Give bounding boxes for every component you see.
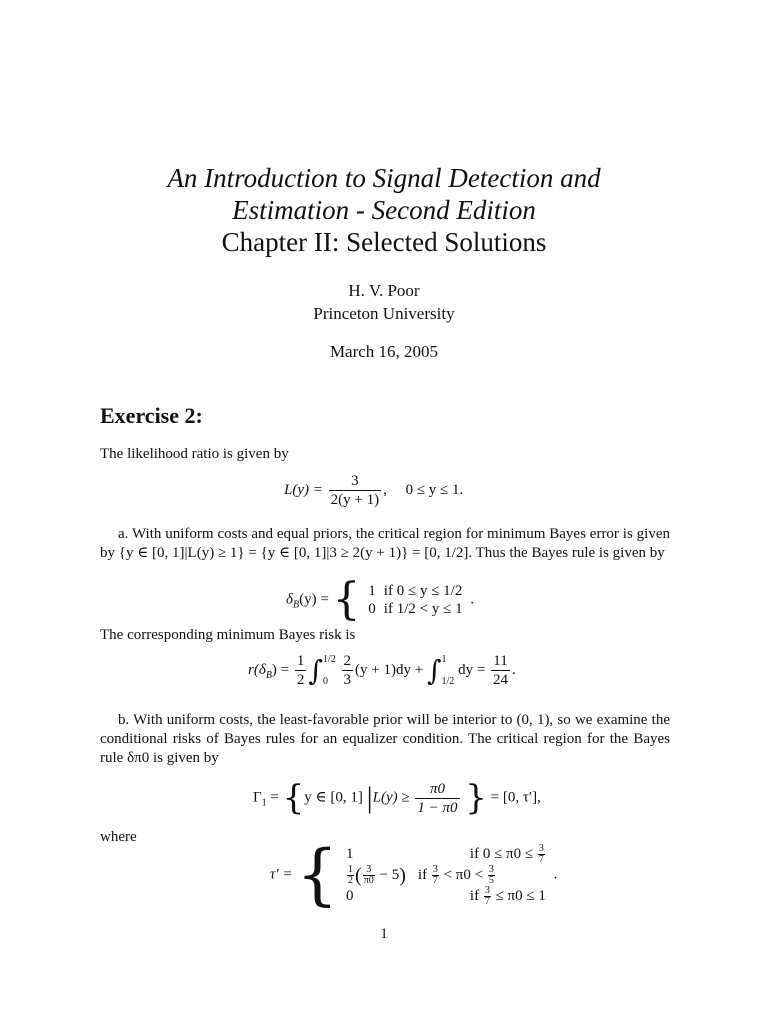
case-1-value: 1 — [346, 846, 354, 862]
small-fraction — [432, 865, 439, 886]
condition-middle: < π0 < — [443, 866, 484, 883]
fraction-two-thirds — [342, 652, 354, 689]
frac-numerator: 1 — [296, 653, 305, 669]
lower-limit: 1/2 — [441, 675, 455, 687]
paragraph-intro: The likelihood ratio is given by — [100, 446, 289, 462]
frac-numerator: 3 — [538, 842, 544, 854]
paragraph-b: b. With uniform costs, the least-favorable prior will be interior to (0, 1), so we examine the conditional risks of Bayes rules for an equalizer condition. The critical region for the Bayes rule δπ0 is given by — [100, 712, 670, 766]
eq-lhs: τ′ = — [270, 866, 293, 883]
equation-bayes-rule — [286, 574, 475, 625]
frac-denominator: π0 — [363, 874, 374, 886]
eq-middle-2: dy = — [458, 661, 486, 678]
eq-lhs: L(y) = — [284, 481, 323, 498]
left-brace: { — [282, 778, 305, 818]
case-2-condition: if 1/2 < y ≤ 1 — [383, 601, 463, 617]
case-3-condition — [410, 886, 550, 907]
title-line-3: Chapter II: Selected Solutions — [221, 227, 547, 257]
affiliation: Princeton University — [313, 304, 455, 323]
eq-rhs: = [0, τ′], — [490, 789, 541, 806]
eq-gamma: Γ — [253, 789, 262, 806]
frac-denominator: 3 — [343, 672, 352, 688]
eq-lhs-tail: ) = — [271, 661, 290, 678]
case-1-value: 1 — [368, 583, 376, 599]
left-brace: { — [332, 574, 361, 625]
fraction-prior — [415, 780, 459, 817]
equation-gamma — [253, 776, 541, 820]
eq-lhs: r(δ — [248, 661, 266, 678]
integral-1-limits — [323, 653, 336, 689]
case-2-value: 0 — [368, 601, 376, 617]
paragraph-a: a. With uniform costs and equal priors, the critical region for minimum Bayes error is given by {y ∈ [0, 1]|L(y) ≥ 1} = {y ∈ [0, 1]|3 ≥ 2(y + 1)} = [0, 1/2]. Thus the Bayes rule is given by — [100, 526, 670, 561]
case-3-value: 0 — [346, 888, 354, 904]
set-condition: L(y) ≥ — [372, 789, 410, 806]
left-brace: { — [296, 836, 339, 913]
paragraph-where: where — [100, 829, 137, 845]
frac-denominator: 7 — [432, 874, 438, 886]
small-fraction — [363, 865, 375, 886]
frac-numerator: 3 — [363, 865, 375, 876]
case-2-tail: − 5 — [379, 866, 400, 883]
frac-numerator: 2 — [343, 653, 352, 669]
case-1-condition: if 0 ≤ y ≤ 1/2 — [383, 583, 463, 599]
condition-text: if 0 ≤ π0 ≤ — [469, 845, 534, 862]
section-heading: Exercise 2: — [100, 403, 203, 428]
equation-tau — [270, 836, 558, 913]
integral-2-limits — [442, 653, 455, 689]
eq-sub: B — [292, 599, 300, 611]
eq-middle: (y + 1)dy + — [355, 661, 424, 678]
condition-text: if — [469, 887, 480, 904]
equation-risk — [248, 652, 516, 689]
author: H. V. Poor — [348, 281, 420, 300]
eq-equals: = — [270, 789, 279, 806]
frac-denominator: 2 — [348, 874, 354, 886]
frac-denominator: 5 — [488, 874, 494, 886]
equation-likelihood — [284, 472, 463, 509]
eq-end: . — [553, 866, 558, 883]
cases-block — [364, 582, 466, 618]
date: March 16, 2005 — [329, 342, 439, 361]
lower-limit: 0 — [322, 675, 328, 687]
frac-numerator: 3 — [484, 884, 490, 896]
eq-delta: δ — [286, 591, 293, 608]
cases-block — [342, 844, 550, 907]
paragraph-risk: The corresponding minimum Bayes risk is — [100, 627, 356, 643]
frac-numerator: 3 — [432, 863, 438, 875]
upper-limit: 1/2 — [322, 653, 336, 665]
condition-text: if — [417, 866, 428, 883]
left-paren: ( — [355, 864, 362, 886]
integral-sign-2: ∫ — [426, 654, 442, 687]
case-2-value — [342, 865, 410, 886]
title-line-2: Estimation - Second Edition — [232, 195, 536, 225]
frac-denominator: 24 — [493, 672, 509, 688]
right-paren: ) — [399, 864, 406, 886]
small-fraction — [538, 844, 545, 865]
case-2-condition — [410, 865, 550, 886]
fraction-half — [295, 652, 307, 689]
eq-tail: , 0 ≤ y ≤ 1. — [383, 481, 464, 498]
eq-sub: B — [265, 669, 272, 681]
eq-lhs-tail: (y) = — [299, 591, 329, 608]
frac-numerator: 3 — [329, 472, 381, 491]
frac-numerator: π0 — [415, 780, 459, 799]
title-line-1: An Introduction to Signal Detection and — [167, 163, 601, 193]
condition-tail: ≤ π0 ≤ 1 — [495, 887, 546, 904]
frac-numerator: 3 — [488, 863, 494, 875]
fraction-result — [491, 652, 510, 689]
small-fraction — [347, 865, 354, 886]
integral-sign-1: ∫ — [308, 654, 323, 687]
frac-numerator: 1 — [348, 863, 354, 875]
page-number: 1 — [380, 926, 388, 942]
eq-end: . — [512, 661, 516, 678]
eq-end: . — [470, 591, 475, 608]
frac-denominator: 2(y + 1) — [330, 492, 380, 508]
upper-limit: 1 — [441, 653, 447, 665]
frac-denominator: 7 — [538, 853, 544, 865]
eq-fraction — [329, 472, 381, 509]
frac-denominator: 7 — [484, 895, 490, 907]
set-bar: | — [366, 781, 373, 814]
small-fraction — [488, 865, 495, 886]
set-domain: y ∈ [0, 1] — [304, 789, 363, 806]
right-brace: } — [465, 778, 487, 818]
eq-sub: 1 — [261, 797, 267, 809]
frac-denominator: 2 — [296, 672, 305, 688]
frac-denominator: 1 − π0 — [417, 799, 458, 816]
frac-numerator: 11 — [491, 652, 510, 671]
small-fraction — [484, 886, 491, 907]
case-1-condition — [410, 844, 550, 865]
